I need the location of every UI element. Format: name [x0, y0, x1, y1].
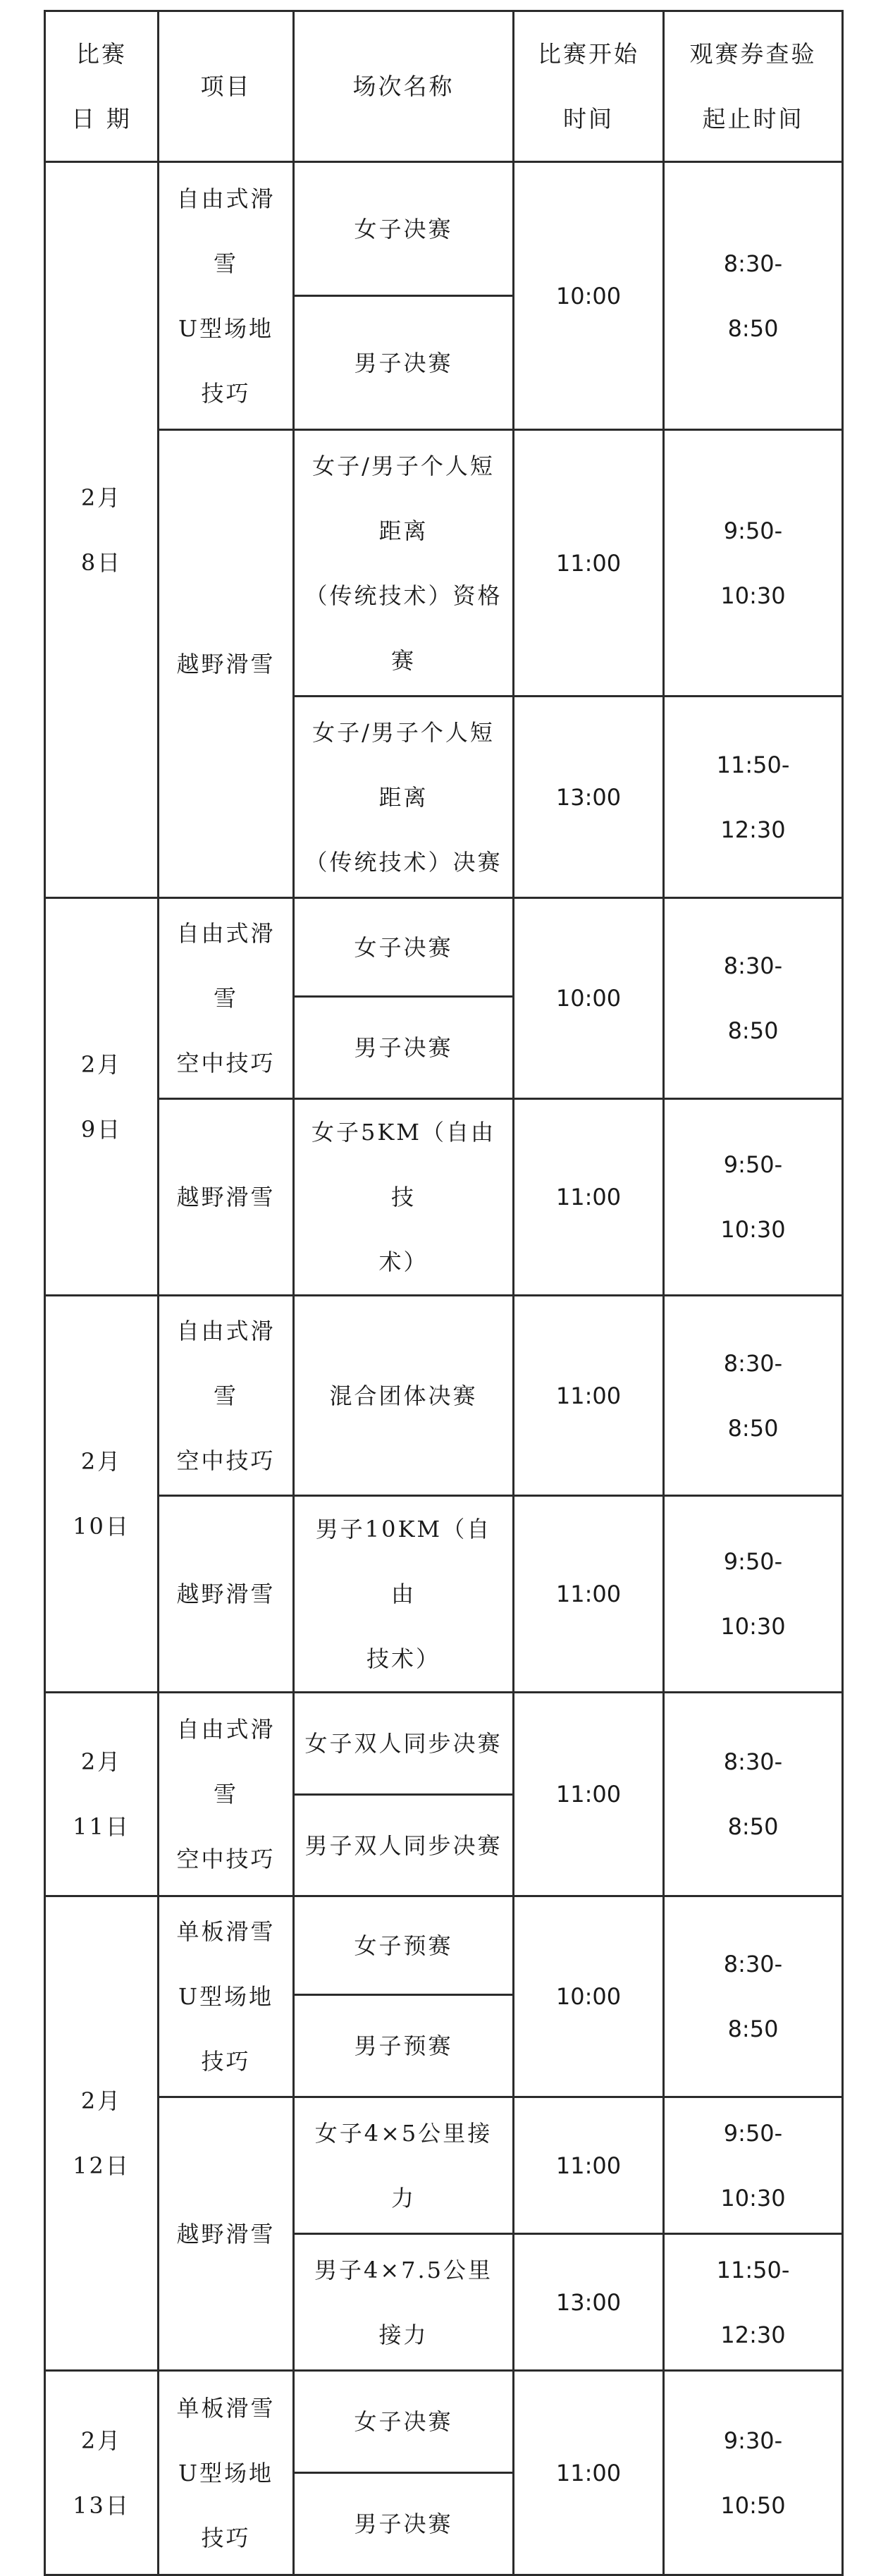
event-cell-line: 越野滑雪 [176, 650, 276, 677]
start-time-cell [514, 1496, 664, 1693]
date-cell [45, 2371, 159, 2575]
ticket-check-cell-line: 8:50 [727, 1813, 779, 1840]
ticket-check-cell-line: 9:50- [723, 517, 783, 544]
event-cell [159, 2371, 294, 2575]
event-cell [159, 1693, 294, 1896]
start-time-cell [514, 697, 664, 898]
ticket-check-cell [664, 2371, 843, 2575]
start-time-value: 13:00 [555, 2288, 622, 2316]
event-cell-line: 雪 [213, 1781, 238, 1808]
schedule-row [45, 1296, 843, 1496]
session-cell [294, 2234, 514, 2371]
start-time-cell [514, 2097, 664, 2234]
start-time-value: 11:00 [555, 549, 622, 577]
ticket-check-cell-line: 9:30- [723, 2427, 783, 2454]
session-cell [294, 2371, 514, 2473]
schedule-row [45, 1693, 843, 1795]
ticket-check-cell [664, 1296, 843, 1496]
session-cell-line: 女子决赛 [354, 933, 453, 961]
session-cell-line: 男子双人同步决赛 [304, 1832, 502, 1859]
header-row [45, 11, 843, 162]
ticket-check-cell-line: 10:50 [720, 2491, 786, 2519]
start-time-value: 11:00 [555, 1184, 622, 1210]
session-cell-line: 赛 [390, 646, 416, 674]
start-time-cell [514, 2234, 664, 2371]
ticket-check-cell-line: 10:30 [720, 1613, 786, 1640]
schedule-row [45, 162, 843, 296]
start-time-cell [514, 1896, 664, 2097]
ticket-check-cell [664, 697, 843, 898]
session-cell-line: 男子10KM（自由 [315, 1516, 492, 1607]
session-cell [294, 430, 514, 697]
session-cell [294, 697, 514, 898]
ticket-check-cell [664, 898, 843, 1099]
event-cell-line: 自由式滑 [176, 1716, 276, 1743]
event-cell-line: 单板滑雪 [176, 1918, 276, 1945]
ticket-check-cell [664, 430, 843, 697]
session-cell-line: 距离 [378, 517, 428, 544]
start-time-value: 11:00 [555, 2459, 622, 2486]
start-time-value: 10:00 [555, 282, 622, 309]
schedule-row [45, 1896, 843, 1995]
ticket-check-cell-line: 12:30 [720, 2321, 786, 2348]
start-time-cell [514, 1693, 664, 1896]
start-time-value: 11:00 [555, 1382, 622, 1409]
date-cell-line: 10日 [73, 1513, 130, 1540]
header-ticket-check-time: 观赛券查验 起止时间 [664, 11, 843, 162]
session-cell-line: 女子4×5公里接力 [314, 2119, 493, 2212]
ticket-check-cell-line: 8:50 [727, 2016, 779, 2042]
ticket-check-cell-line: 11:50- [716, 751, 790, 778]
event-cell-line: 空中技巧 [176, 1050, 276, 1077]
event-cell-line: 自由式滑 [176, 920, 276, 947]
session-cell-line: 男子决赛 [354, 1034, 453, 1061]
ticket-check-cell-line: 9:50- [723, 1151, 783, 1178]
header-start-time: 比赛开始 时间 [514, 11, 664, 162]
session-cell [294, 296, 514, 430]
start-time-cell [514, 898, 664, 1099]
session-cell-line: 女子/男子个人短 [312, 718, 495, 746]
date-cell-line: 11日 [73, 1813, 130, 1840]
header-session: 场次名称 [294, 11, 514, 162]
date-cell-line: 2月 [80, 2087, 123, 2114]
schedule-body [45, 162, 843, 2575]
session-cell-line: （传统技术）资格 [304, 582, 502, 609]
session-cell [294, 1296, 514, 1496]
session-cell-line: 男子决赛 [354, 2510, 453, 2537]
event-cell-line: 越野滑雪 [176, 2220, 276, 2247]
start-time-value: 10:00 [555, 985, 622, 1012]
session-cell [294, 1995, 514, 2097]
session-cell [294, 1496, 514, 1693]
ticket-check-cell [664, 2234, 843, 2371]
date-cell [45, 1896, 159, 2371]
event-cell-line: U型场地 [178, 1983, 273, 2010]
header-event: 项目 [159, 11, 294, 162]
session-cell-line: 女子/男子个人短 [312, 452, 495, 479]
session-cell-line: 男子预赛 [354, 2032, 453, 2059]
event-cell-line: 雪 [213, 985, 238, 1012]
event-cell-line: 技巧 [201, 2048, 251, 2075]
event-cell-line: 空中技巧 [176, 1846, 276, 1872]
event-cell [159, 430, 294, 898]
event-cell [159, 2097, 294, 2371]
session-cell [294, 162, 514, 296]
ticket-check-cell [664, 1099, 843, 1296]
ticket-check-cell-line: 8:30- [723, 250, 783, 277]
ticket-check-cell [664, 1896, 843, 2097]
date-cell [45, 1693, 159, 1896]
session-cell-line: 男子4×7.5公里接力 [314, 2256, 493, 2348]
session-cell [294, 898, 514, 997]
ticket-check-cell-line: 8:30- [723, 1748, 783, 1775]
session-cell-line: 男子决赛 [354, 349, 453, 376]
date-cell-line: 9日 [80, 1115, 123, 1143]
date-cell-line: 8日 [80, 548, 123, 576]
start-time-cell [514, 1099, 664, 1296]
ticket-check-cell [664, 1496, 843, 1693]
event-cell [159, 1099, 294, 1296]
start-time-value: 11:00 [555, 1581, 622, 1607]
event-cell-line: 自由式滑 [176, 1317, 276, 1344]
session-cell [294, 1693, 514, 1795]
event-cell [159, 162, 294, 430]
event-cell [159, 898, 294, 1099]
event-cell-line: 单板滑雪 [176, 2394, 276, 2422]
ticket-check-cell-line: 10:30 [720, 582, 786, 609]
date-cell-line: 12日 [73, 2152, 130, 2179]
start-time-value: 11:00 [555, 2152, 622, 2179]
ticket-check-cell-line: 10:30 [720, 2184, 786, 2212]
start-time-cell [514, 430, 664, 697]
session-cell [294, 2097, 514, 2234]
event-cell-line: 越野滑雪 [176, 1581, 276, 1607]
session-cell [294, 2473, 514, 2575]
start-time-cell [514, 1296, 664, 1496]
date-cell [45, 898, 159, 1296]
ticket-check-cell-line: 12:30 [720, 816, 786, 843]
schedule-row [45, 430, 843, 697]
event-cell-line: 技巧 [201, 379, 251, 407]
ticket-check-cell-line: 8:30- [723, 1951, 783, 1977]
schedule-row [45, 2371, 843, 2473]
ticket-check-cell-line: 8:50 [727, 314, 779, 342]
ticket-check-cell-line: 8:50 [727, 1414, 779, 1442]
ticket-check-cell-line: 10:30 [720, 1216, 786, 1243]
start-time-cell [514, 2371, 664, 2575]
event-cell-line: 雪 [213, 250, 238, 277]
event-cell-line: 空中技巧 [176, 1447, 276, 1474]
date-cell [45, 162, 159, 898]
date-cell-line: 2月 [80, 1050, 123, 1078]
schedule-row [45, 2097, 843, 2234]
session-cell-line: 技术） [366, 1645, 440, 1672]
schedule-table [44, 10, 844, 2576]
session-cell [294, 997, 514, 1099]
start-time-value: 11:00 [555, 1781, 622, 1808]
session-cell-line: 术） [378, 1249, 428, 1275]
session-cell-line: （传统技术）决赛 [304, 848, 502, 876]
ticket-check-cell [664, 1693, 843, 1896]
event-cell [159, 1496, 294, 1693]
ticket-check-cell-line: 8:30- [723, 952, 783, 979]
schedule-header [45, 11, 843, 162]
session-cell-line: 女子预赛 [354, 1932, 453, 1959]
event-cell-line: 技巧 [201, 2524, 251, 2551]
ticket-check-cell-line: 8:30- [723, 1349, 783, 1377]
header-date: 比赛 日 期 [45, 11, 159, 162]
ticket-check-cell-line: 9:50- [723, 2119, 783, 2147]
event-cell [159, 1296, 294, 1496]
event-cell [159, 1896, 294, 2097]
schedule-row [45, 1099, 843, 1296]
schedule-row [45, 898, 843, 997]
ticket-check-cell-line: 8:50 [727, 1017, 779, 1044]
ticket-check-cell [664, 2097, 843, 2234]
date-cell [45, 1296, 159, 1693]
event-cell-line: 自由式滑 [176, 185, 276, 212]
date-cell-line: 2月 [80, 1748, 123, 1775]
session-cell-line: 距离 [378, 783, 428, 811]
event-cell-line: 雪 [213, 1382, 238, 1409]
date-cell-line: 13日 [73, 2491, 130, 2519]
date-cell-line: 2月 [80, 2427, 123, 2454]
session-cell-line: 女子决赛 [354, 2408, 453, 2435]
ticket-check-cell-line: 9:50- [723, 1548, 783, 1575]
session-cell-line: 女子双人同步决赛 [304, 1730, 502, 1757]
ticket-check-cell-line: 11:50- [716, 2256, 790, 2283]
session-cell-line: 女子决赛 [354, 215, 453, 243]
start-time-value: 13:00 [555, 783, 622, 811]
event-cell-line: 越野滑雪 [176, 1184, 276, 1210]
session-cell [294, 1795, 514, 1896]
schedule-row [45, 1496, 843, 1693]
date-cell-line: 2月 [80, 1448, 123, 1475]
session-cell [294, 1896, 514, 1995]
session-cell-line: 女子5KM（自由技 [311, 1119, 496, 1210]
start-time-cell [514, 162, 664, 430]
session-cell [294, 1099, 514, 1296]
ticket-check-cell [664, 162, 843, 430]
start-time-value: 10:00 [555, 1983, 622, 2010]
event-cell-line: U型场地 [178, 314, 273, 342]
event-cell-line: U型场地 [178, 2459, 273, 2486]
date-cell-line: 2月 [80, 484, 123, 511]
session-cell-line: 混合团体决赛 [329, 1382, 478, 1409]
